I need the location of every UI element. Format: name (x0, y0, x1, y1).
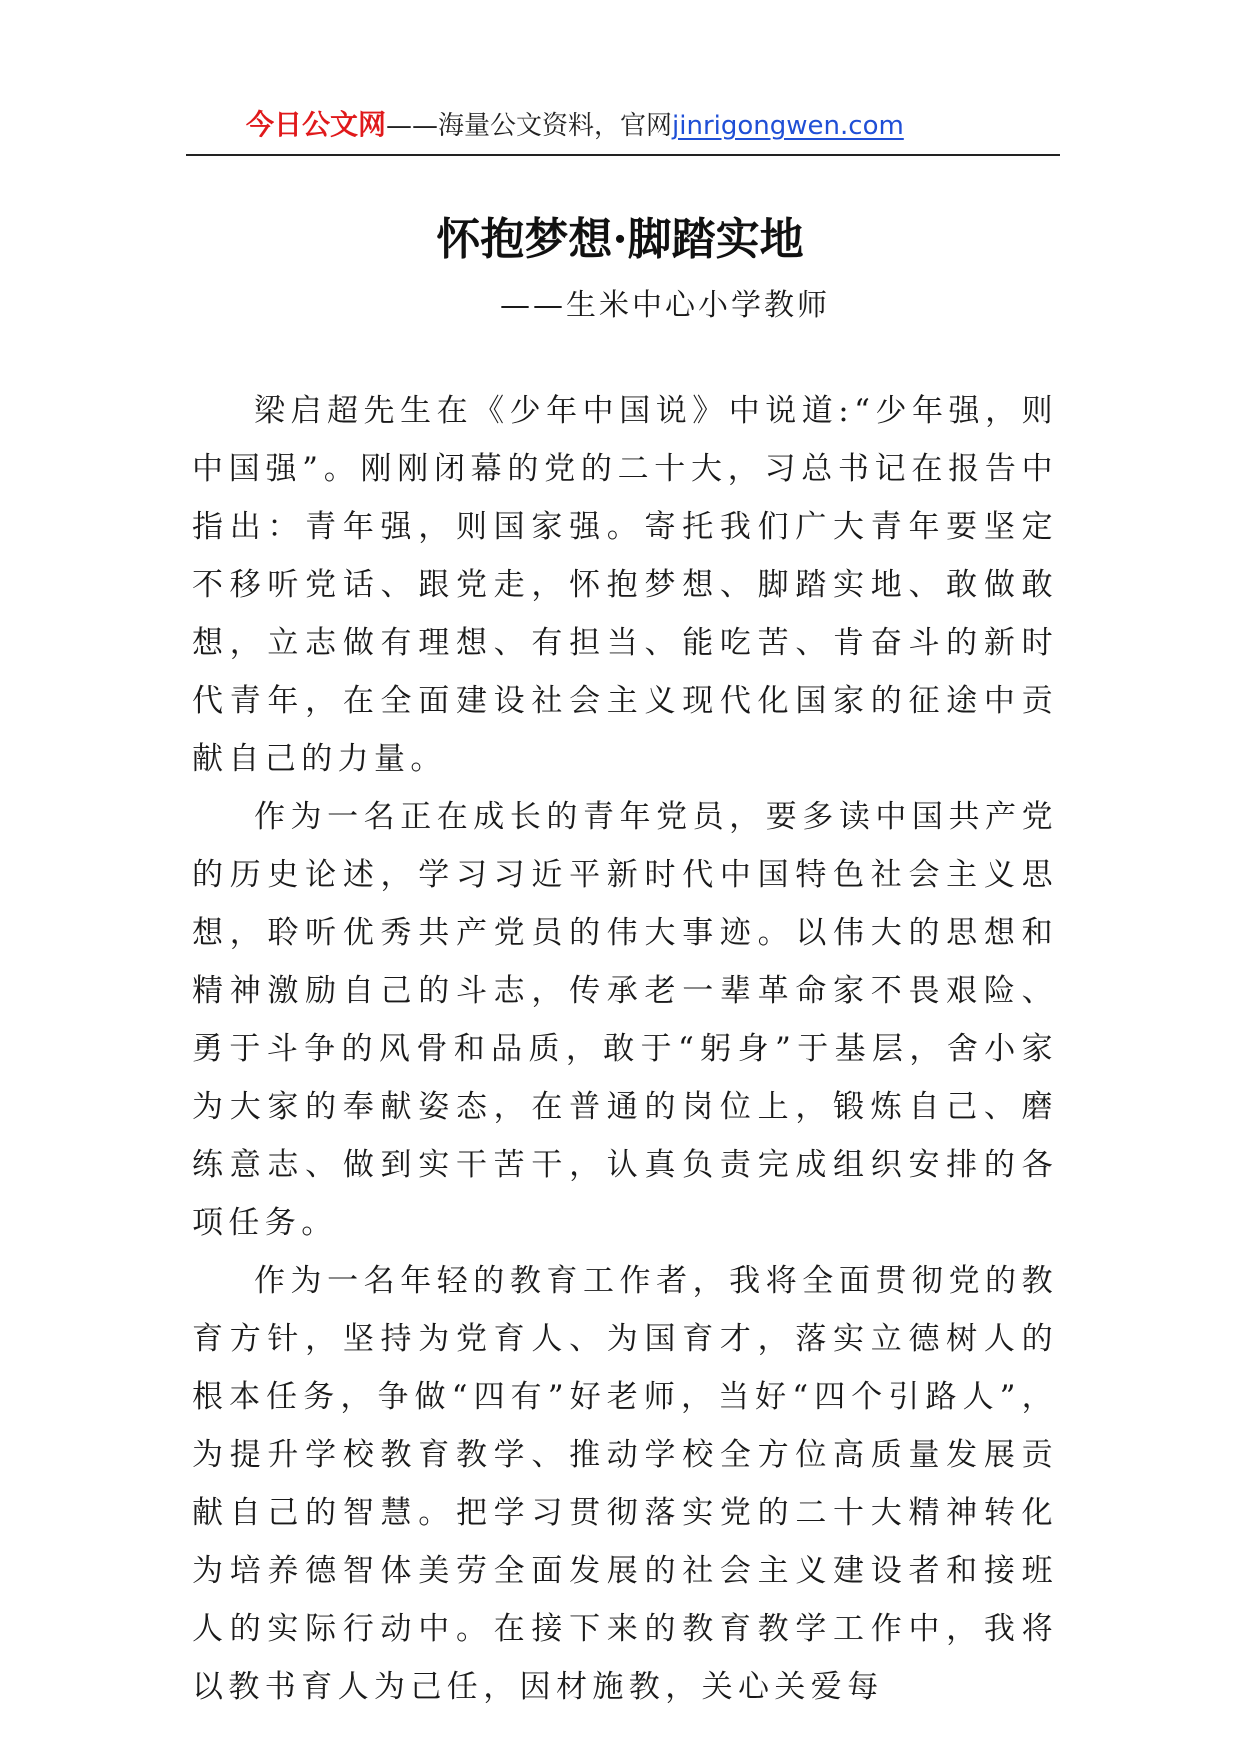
page-header (186, 104, 1060, 156)
document-author: ——生米中心小学教师 (500, 288, 830, 323)
site-link[interactable]: jinrigongwen.com (672, 111, 904, 141)
brand-name: 今日公文网 (246, 108, 387, 141)
paragraph-3: 作为一名年轻的教育工作者，我将全面贯彻党的教育方针，坚持为党育人、为国育才，落实立德树人的根本任务，争做“四有”好老师，当好“四个引路人”，为提升学校教育教学、推动学校全方位高质量发展贡献自己的智慧。把学习贯彻落实党的二十大精神转化为培养德智体美劳全面发展的社会主义建设者和接班人的实际行动中。在接下来的教育教学工作中，我将以教书育人为己任，因材施教，关心关爱每 (192, 1263, 1058, 1705)
paragraph-1: 梁启超先生在《少年中国说》中说道:“少年强，则中国强”。刚刚闭幕的党的二十大，习总书记在报告中指出：青年强，则国家强。寄托我们广大青年要坚定不移听党话、跟党走，怀抱梦想、脚踏实地、敢做敢想，立志做有理想、有担当、能吃苦、肯奋斗的新时代青年，在全面建设社会主义现代化国家的征途中贡献自己的力量。 (192, 393, 1058, 777)
header-line (246, 108, 910, 143)
document-title: 怀抱梦想·脚踏实地 (436, 214, 804, 265)
paragraph-2: 作为一名正在成长的青年党员，要多读中国共产党的历史论述，学习习近平新时代中国特色社会主义思想，聆听优秀共产党员的伟大事迹。以伟大的思想和精神激励自己的斗志，传承老一辈革命家不畏艰险、勇于斗争的风骨和品质，敢于“躬身”于基层，舍小家为大家的奉献姿态，在普通的岗位上，锻炼自己、磨练意志、做到实干苦干，认真负责完成组织安排的各项任务。 (192, 799, 1058, 1241)
document-body (192, 382, 1058, 1716)
header-tagline: ——海量公文资料，官网 (386, 111, 673, 141)
